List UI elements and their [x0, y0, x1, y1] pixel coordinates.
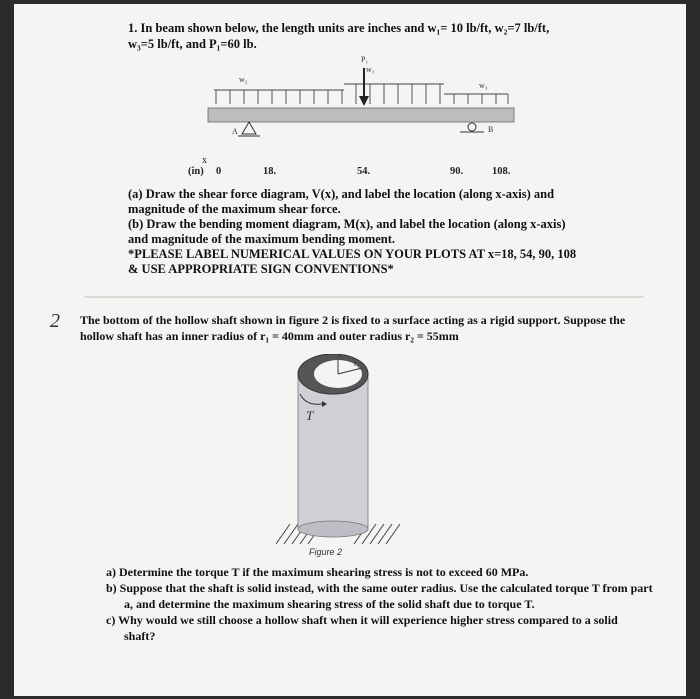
x-tick-54: 54. — [357, 166, 371, 177]
label-support-a: A — [232, 127, 238, 136]
label-w2: w₂ — [239, 75, 248, 84]
q2-part-c-line-1: c) Why would we still choose a hollow shaft when it will experience higher stress compared to a solid — [106, 613, 618, 627]
q2-part-c-line-2: shaft? — [124, 629, 156, 643]
q1-title-line-1: 1. In beam shown below, the length units are inches and w₁= 10 lb/ft, w₂=7 lb/ft, — [128, 21, 550, 35]
label-r1: r₁ — [354, 359, 360, 368]
q1-title-line-2: w₃=5 lb/ft, and P₁=60 lb. — [128, 37, 257, 51]
beam-diagram — [204, 50, 524, 150]
label-r2: r₂ — [338, 354, 344, 360]
shaft-body — [298, 374, 368, 529]
q1-part-b-line-2: and magnitude of the maximum bending moment. — [128, 232, 396, 246]
label-torque: T — [306, 408, 314, 423]
question-1-parts — [128, 187, 608, 277]
label-w1: w₁ — [366, 65, 375, 74]
distributed-load-w1 — [344, 84, 444, 104]
q2-part-b — [106, 580, 666, 612]
x-tick-90: 90. — [450, 166, 464, 177]
q1-part-a-line-2: magnitude of the maximum shear force. — [128, 202, 341, 216]
q1-note-line-1: *PLEASE LABEL NUMERICAL VALUES ON YOUR PLOTS AT x=18, 54, 90, 108 — [128, 247, 577, 261]
question-2-statement — [80, 312, 640, 344]
question-2-parts — [106, 564, 666, 644]
q2-part-a: a) Determine the torque T if the maximum shearing stress is not to exceed 60 MPa. — [106, 565, 529, 579]
document-page — [14, 4, 686, 696]
x-tick-18: 18. — [263, 166, 277, 177]
q1-note-line-2: & USE APPROPRIATE SIGN CONVENTIONS* — [128, 262, 394, 276]
q2-text-line-1: The bottom of the hollow shaft shown in figure 2 is fixed to a surface acting as a rigid support. Suppose the — [80, 313, 626, 327]
figure-2-caption: Figure 2 — [309, 547, 343, 557]
question-2-number: 2 — [50, 310, 60, 332]
x-axis-label: x — [202, 155, 207, 166]
pin-support-a — [238, 122, 260, 136]
q1-part-b-line-1: (b) Draw the bending moment diagram, M(x), and label the location (along x-axis) — [128, 217, 566, 231]
x-tick-108: 108. — [492, 166, 511, 177]
hollow-shaft-figure — [276, 354, 406, 554]
q2-part-b-line-2: a, and determine the maximum shearing stress of the solid shaft due to torque T. — [124, 597, 535, 611]
beam-body — [208, 108, 514, 122]
q2-text-line-2: hollow shaft has an inner radius of r₁ = 40mm and outer radius r₂ = 55mm — [80, 329, 459, 343]
q1-part-a-line-1: (a) Draw the shear force diagram, V(x), and label the location (along x-axis) and — [128, 187, 555, 201]
label-support-b: B — [488, 125, 494, 134]
x-tick-0: 0 — [216, 166, 222, 177]
label-p1: P₁ — [361, 55, 369, 64]
roller-support-b — [460, 123, 484, 132]
label-w3: w₃ — [479, 81, 488, 90]
q2-part-c — [106, 612, 666, 644]
distributed-load-w2 — [214, 90, 344, 104]
section-divider — [84, 296, 644, 298]
distributed-load-w3 — [444, 94, 508, 104]
question-1-statement — [128, 20, 598, 52]
q2-part-b-line-1: b) Suppose that the shaft is solid instead, with the same outer radius. Use the calculated torque T from part — [106, 581, 653, 595]
x-axis-unit: (in) — [188, 166, 204, 177]
